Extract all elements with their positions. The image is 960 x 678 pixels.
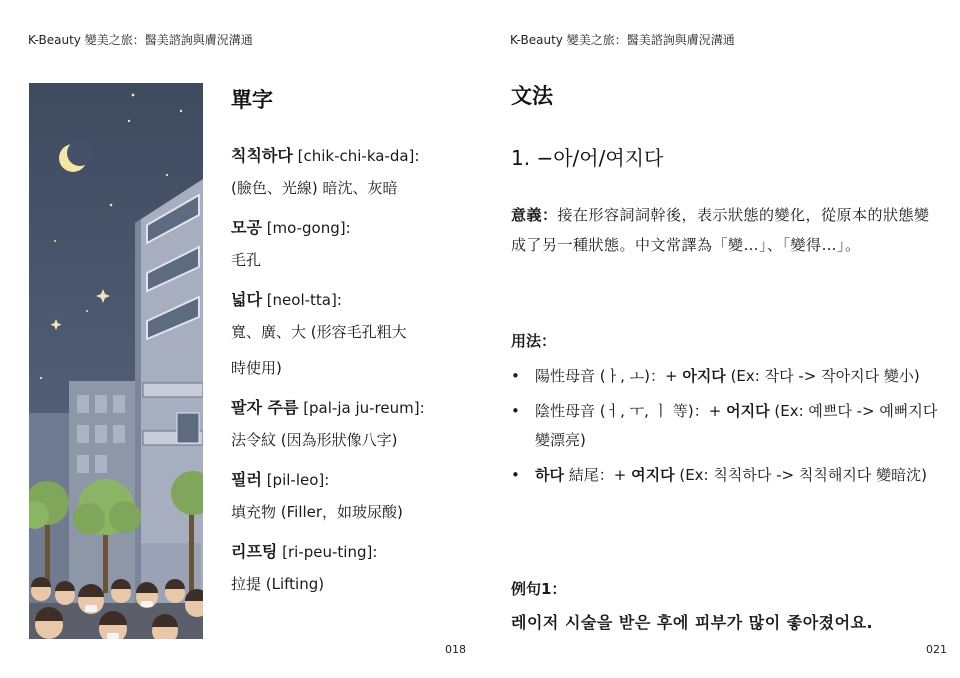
example-sentence: 레이저 시술을 받은 후에 피부가 많이 좋아졌어요. [511, 613, 874, 632]
korean-word: 넓다 [231, 290, 262, 309]
vocab-word [231, 394, 461, 422]
korean-word: 모공 [231, 218, 262, 237]
usage-label: 用法： [511, 332, 557, 350]
vocab-definition: 毛孔 [231, 251, 262, 269]
bullet-icon: • [511, 466, 520, 484]
usage-text: 結尾：+ [563, 466, 632, 484]
vocab-item [231, 538, 461, 602]
vocab-definition-line: 寬、廣、大 (形容毛孔粗大 [231, 323, 407, 341]
vocab-word [231, 214, 461, 242]
usage-text: 陽性母音 (ㅏ, ㅗ)：+ [535, 367, 683, 385]
vocab-word [231, 538, 461, 566]
usage-stem: 하다 [535, 466, 564, 484]
vocab-word [231, 142, 461, 170]
korean-word: 팔자 주름 [231, 398, 299, 417]
vocab-item [231, 394, 461, 458]
romanization: [pil-leo]: [266, 471, 330, 489]
vocab-item [231, 466, 461, 530]
usage-list [511, 362, 941, 496]
usage-text: 陰性母音 (ㅓ, ㅜ, ㅣ 等)：+ [535, 402, 727, 420]
running-head: K-Beauty 變美之旅：醫美諮詢與膚況溝通 [510, 33, 735, 47]
right-page [480, 0, 960, 678]
vocab-definition: 法令紋 (因為形狀像八字) [231, 431, 398, 449]
vocab-list [231, 142, 461, 610]
usage-suffix: 어지다 [726, 402, 770, 420]
romanization: [ri-peu-ting]: [282, 543, 378, 561]
korean-word: 필러 [231, 470, 262, 489]
usage-item [511, 397, 941, 455]
night-city-illustration [29, 83, 203, 639]
grammar-section-title: 文法 [511, 84, 553, 108]
usage-item [511, 362, 941, 391]
usage-suffix: 아지다 [682, 367, 726, 385]
usage-suffix: 여지다 [631, 466, 675, 484]
example-label: 例句1： [511, 580, 567, 598]
vocab-word [231, 286, 461, 314]
vocab-word [231, 466, 461, 494]
vocab-definition: (臉色、光線) 暗沈、灰暗 [231, 179, 398, 197]
bullet-icon: • [511, 402, 520, 420]
vocab-item [231, 286, 461, 386]
vocab-section-title: 單字 [231, 88, 273, 112]
usage-item [511, 461, 941, 490]
vocab-definition: 填充物 (Filler，如玻尿酸) [231, 503, 403, 521]
usage-example: (Ex: 예쁘다 -> 예뻐지다 變漂亮) [535, 402, 938, 449]
romanization: [mo-gong]: [266, 219, 351, 237]
page-number: 018 [445, 643, 466, 656]
korean-word: 칙칙하다 [231, 146, 293, 165]
vocab-item [231, 214, 461, 278]
grammar-heading: 1. −아/어/여지다 [511, 146, 664, 170]
vocab-definition-line: 時使用) [231, 359, 282, 377]
romanization: [chik-chi-ka-da]: [297, 147, 420, 165]
bullet-icon: • [511, 367, 520, 385]
romanization: [neol-tta]: [266, 291, 342, 309]
meaning-paragraph [511, 200, 931, 260]
page-number: 021 [926, 643, 947, 656]
meaning-text: 接在形容詞詞幹後，表示狀態的變化，從原本的狀態變成了另一種狀態。中文常譯為「變…」、「變得…」。 [511, 206, 930, 254]
usage-example: (Ex: 작다 -> 작아지다 變小) [725, 367, 920, 385]
korean-word: 리프팅 [231, 542, 278, 561]
usage-example: (Ex: 칙칙하다 -> 칙칙해지다 變暗沈) [674, 466, 927, 484]
romanization: [pal-ja ju-reum]: [303, 399, 425, 417]
meaning-label: 意義： [511, 206, 558, 224]
running-head: K-Beauty 變美之旅：醫美諮詢與膚況溝通 [28, 33, 253, 47]
vocab-item [231, 142, 461, 206]
vocab-definition: 拉提 (Lifting) [231, 575, 325, 593]
